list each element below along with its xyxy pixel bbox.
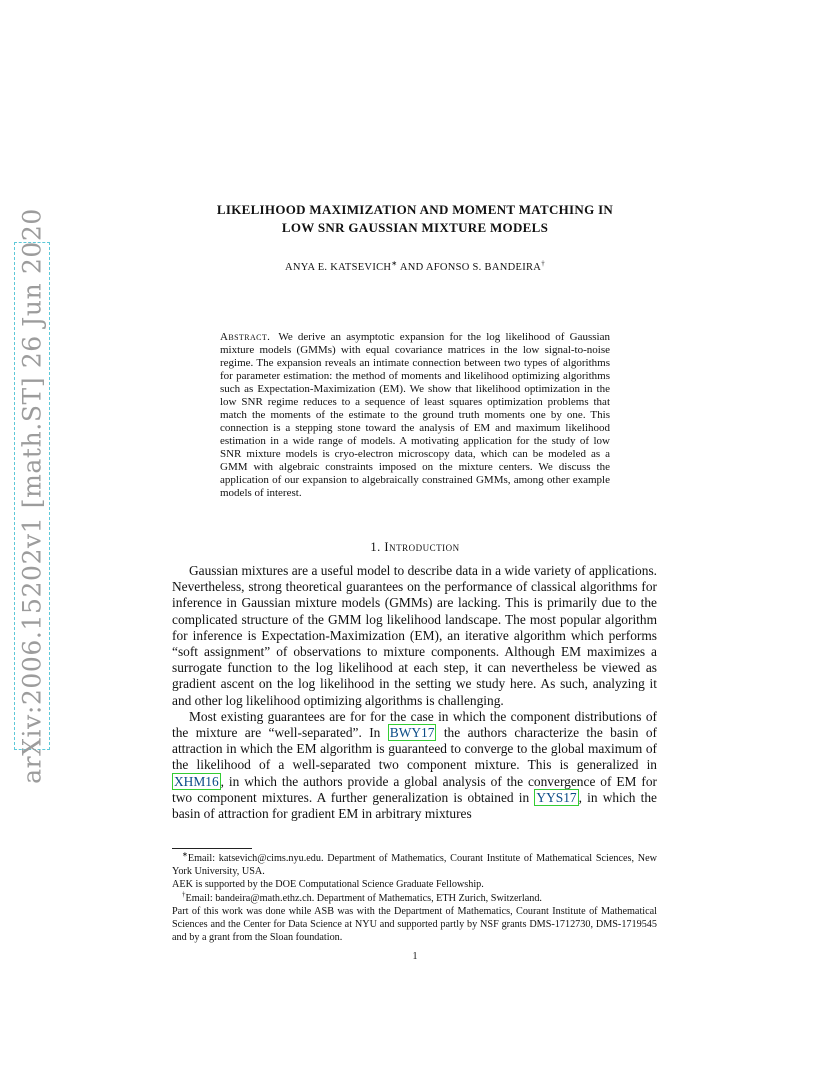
body-text: [172, 563, 657, 822]
author2-footnote-mark[interactable]: †: [541, 259, 545, 268]
text-run: , in which the basin of attraction for gradient EM in arbitrary mixtures: [172, 789, 658, 822]
section-heading: [150, 540, 680, 555]
footnote-funding-bandeira: Part of this work was done while ASB was with the Department of Mathematics, Courant Institute of Mathematical Sciences and the Center for Data Science at NYU and supported partly by NSF grants DMS-1712730, DMS-1719545 and by a grant from the Sloan foundation.: [172, 905, 657, 944]
citation-link[interactable]: XHM16: [174, 773, 219, 789]
page-number: 1: [412, 951, 418, 962]
author-bandeira: AFONSO S. BANDEIRA: [425, 262, 542, 273]
title-line-1: LIKELIHOOD MAXIMIZATION AND MOMENT MATCHING IN: [216, 202, 614, 217]
abstract-label: Abstract.: [220, 331, 271, 343]
paragraph: Gaussian mixtures are a useful model to describe data in a wide variety of applications. Nevertheless, strong theoretical guarantees on the performance of classical algorithms for inference in Gaussian mixture models (GMMs) are lacking. This is primarily due to the complicated structure of the GMM log likelihood landscape. The most popular algorithm for inference is Expectation-Maximization (EM), an iterative algorithm which performs “soft assignment” of observations to mixture components. Although EM maximizes a surrogate function to the log likelihood at each step, it can nevertheless be viewed as gradient ascent on the log likelihood in the setting we study here. As such, analyzing it and other log likelihood optimizing algorithms is challenging.: [172, 563, 657, 708]
paragraph: [172, 709, 657, 822]
arxiv-identifier[interactable]: arXiv:2006.15202v1 [math.ST] 26 Jun 2020: [17, 208, 47, 784]
section-title: Introduction: [384, 540, 460, 554]
citation-link[interactable]: YYS17: [536, 789, 577, 805]
citation-link[interactable]: BWY17: [389, 725, 435, 741]
footnote-katsevich: [172, 852, 657, 878]
text-run: the authors characterize the basin of attraction in which the EM algorithm is guaranteed to converge to the global maximum of the likelihood of a well-separated two component mixture. This is generalized in: [172, 725, 657, 773]
title-line-2: LOW SNR GAUSSIAN MIXTURE MODELS: [281, 220, 549, 235]
abstract-text: We derive an asymptotic expansion for the log likelihood of Gaussian mixture models (GMMs) with equal covariance matrices in the low signal-to-noise regime. The expansion reveals an intimate connection between two types of algorithms for parameter estimation: the method of moments and likelihood optimizing algorithms such as Expectation-Maximization (EM). We show that likelihood optimization in the low SNR regime reduces to a sequence of least squares optimization problems that match the moments of the estimate to the ground truth moments one by one. This connection is a stepping stone toward the analysis of EM and maximum likelihood estimation in a wide range of models. A motivating application for the study of low SNR mixture models is cryo-electron microscopy data, which can be modeled as a GMM with algebraic constraints imposed on the mixture centers. We discuss the application of our expansion to algebraically constrained GMMs, among other example models of interest.: [220, 331, 610, 499]
footnote-mark: ∗: [182, 850, 188, 859]
author1-footnote-mark[interactable]: ∗: [391, 259, 398, 268]
section-number: 1.: [370, 540, 381, 554]
footnotes: [172, 852, 657, 944]
text-run: , in which the authors provide a global analysis of the convergence of EM for two component mixtures. A further generalization is obtained in: [172, 773, 657, 805]
abstract: [220, 331, 610, 500]
footnote-bandeira: [172, 892, 657, 905]
footnote-mark: †: [182, 890, 186, 899]
footnote-funding-katsevich: AEK is supported by the DOE Computational Science Graduate Fellowship.: [172, 879, 484, 891]
text-run: Most existing guarantees are for for the case in which the component distributions of the mixture are “well-separated”. In: [172, 708, 657, 741]
footnote-divider: [172, 848, 252, 849]
author-katsevich: ANYA E. KATSEVICH: [284, 262, 392, 273]
paper-title: [150, 201, 680, 237]
footnote-text: Email: bandeira@math.ethz.ch. Department of Mathematics, ETH Zurich, Switzerland.: [185, 892, 542, 904]
footnote-text: Email: katsevich@cims.nyu.edu. Department of Mathematics, Courant Institute of Mathematical Sciences, New York University, USA.: [172, 853, 657, 878]
arxiv-stamp[interactable]: [14, 208, 50, 784]
author-conjunction: AND: [397, 262, 426, 273]
author-list: [150, 259, 680, 273]
